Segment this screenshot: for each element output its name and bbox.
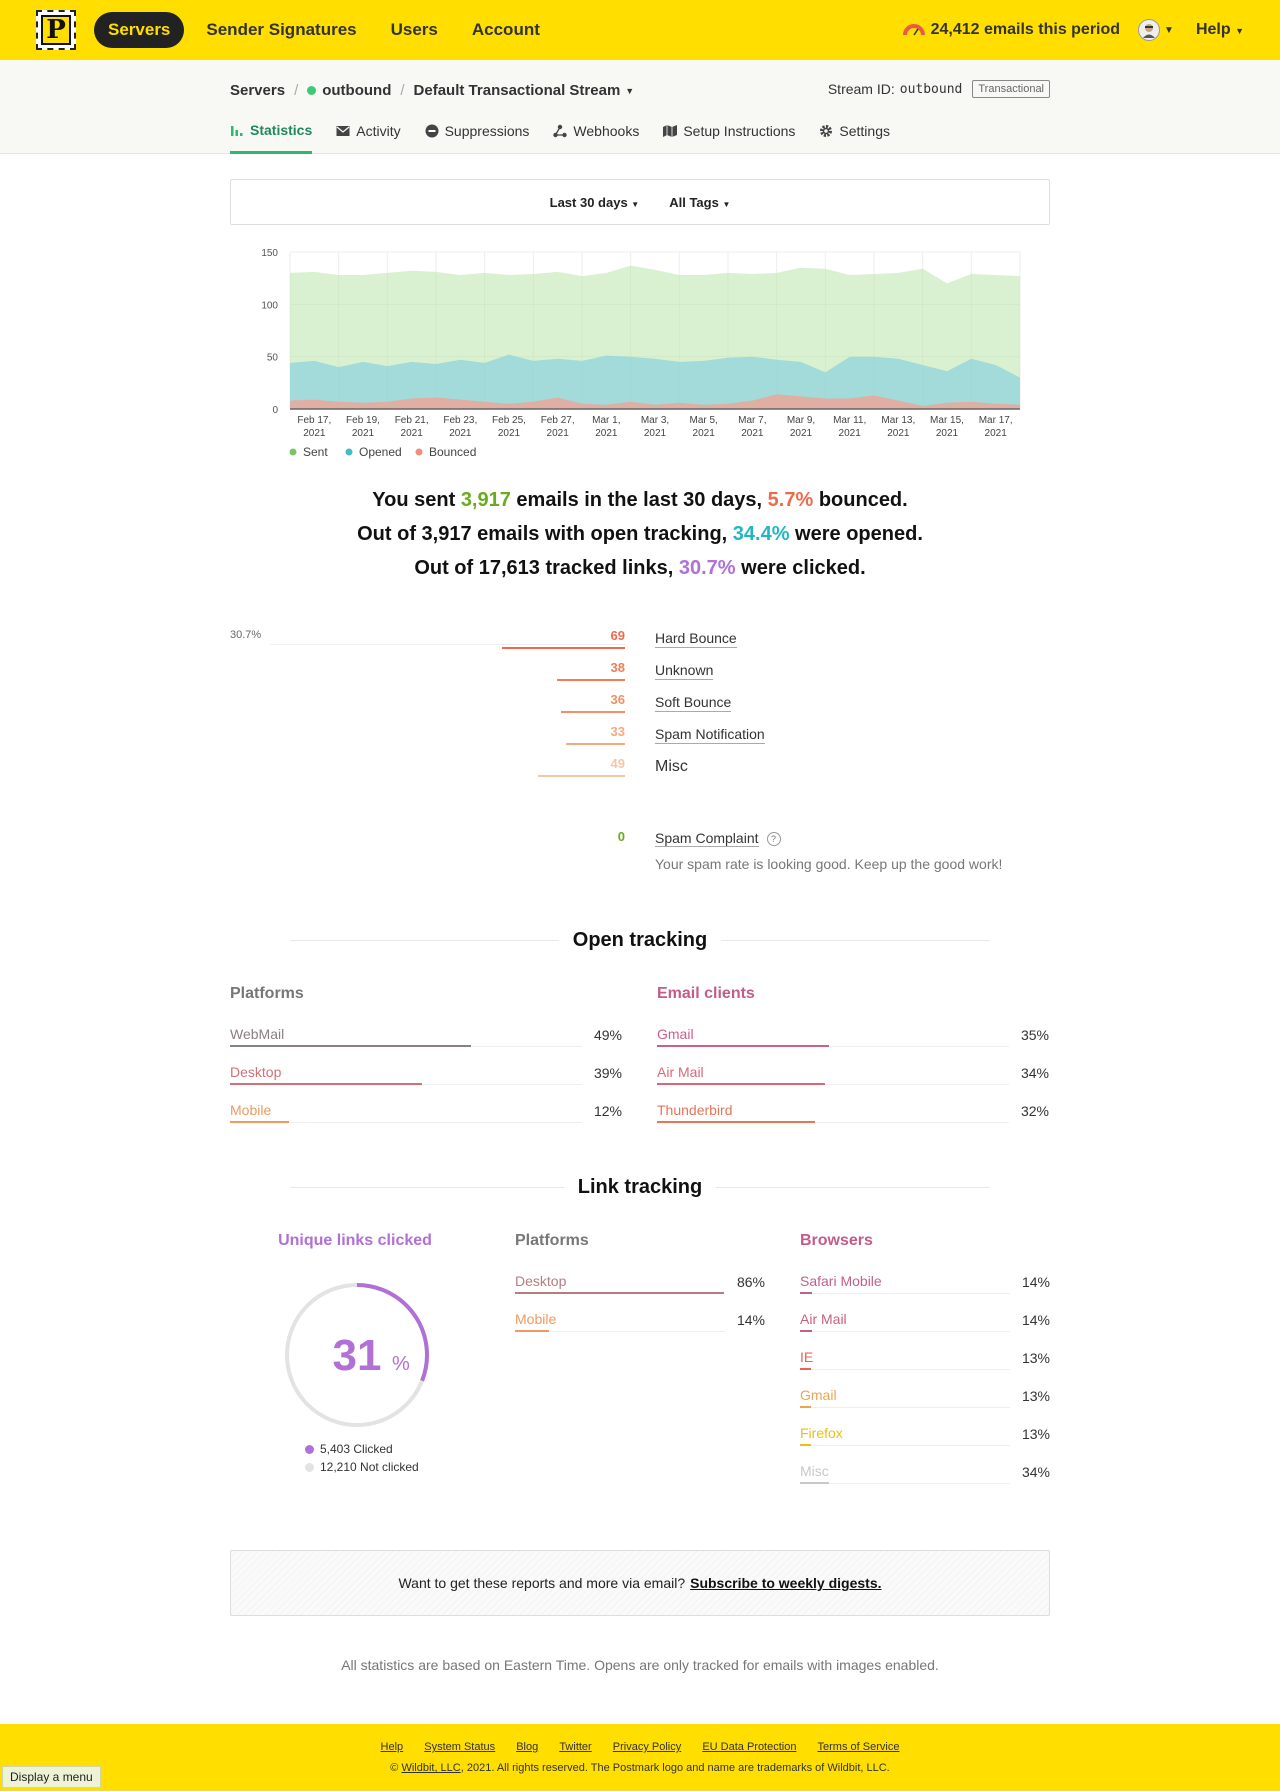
- footer-link-privacy[interactable]: Privacy Policy: [612, 1741, 682, 1753]
- list-item[interactable]: [657, 1102, 1049, 1124]
- x-tick-label: 2021: [303, 428, 326, 439]
- x-tick-label: 2021: [643, 428, 667, 439]
- list-item-name: Desktop: [230, 1064, 282, 1080]
- summary-line-opened: Out of 3,917 emails with open tracking, 34.4% were opened.: [357, 523, 923, 545]
- y-tick-label: 50: [266, 352, 278, 364]
- x-tick-label: Feb 19,: [346, 415, 380, 426]
- list-item-pct: 39%: [593, 1065, 622, 1081]
- list-item-bar: [800, 1444, 811, 1446]
- breadcrumb-server[interactable]: outbound: [322, 82, 392, 99]
- top-nav: [0, 0, 1280, 60]
- spam-complaint-label[interactable]: Spam Complaint: [655, 830, 759, 846]
- list-item[interactable]: [800, 1273, 1050, 1295]
- usage-indicator[interactable]: [903, 21, 1120, 39]
- list-item-bar: [657, 1083, 825, 1085]
- x-tick-label: 2021: [546, 428, 569, 439]
- list-item-pct: 35%: [1020, 1027, 1049, 1043]
- tab-statistics[interactable]: Statistics: [230, 118, 312, 154]
- list-item-name: Safari Mobile: [800, 1273, 882, 1289]
- x-tick-label: Mar 17,: [978, 415, 1013, 426]
- x-tick-label: Feb 21,: [394, 415, 429, 426]
- donut-value: 31: [332, 1331, 382, 1380]
- list-item-bar: [230, 1045, 471, 1047]
- map-icon: [663, 125, 677, 137]
- bounce-value: 33: [610, 724, 625, 739]
- list-item-name: Air Mail: [800, 1311, 847, 1327]
- gear-icon: [819, 124, 833, 138]
- open-platforms-title: Platforms: [230, 985, 304, 1002]
- list-item-bar: [515, 1292, 724, 1294]
- bounce-label[interactable]: Unknown: [655, 662, 714, 678]
- list-item-name: IE: [800, 1349, 814, 1365]
- tab-suppressions[interactable]: Suppressions: [425, 118, 530, 154]
- sent-count: 3,917: [460, 489, 511, 511]
- list-item-baseline: [800, 1331, 1010, 1332]
- list-item-pct: 13%: [1021, 1350, 1050, 1366]
- list-item[interactable]: [230, 1064, 622, 1086]
- bounce-value: 69: [610, 628, 625, 643]
- bounce-label[interactable]: Hard Bounce: [655, 630, 737, 646]
- bounce-row: [230, 628, 1130, 654]
- footer-link-system-status[interactable]: System Status: [424, 1741, 496, 1753]
- x-tick-label: Feb 27,: [540, 415, 575, 426]
- wildbit-link[interactable]: Wildbit, LLC: [401, 1762, 461, 1774]
- list-item-pct: 14%: [736, 1312, 765, 1328]
- chevron-down-icon: ▼: [631, 199, 640, 209]
- list-item-pct: 13%: [1021, 1388, 1050, 1404]
- list-item[interactable]: [800, 1463, 1050, 1485]
- browsers-title: Browsers: [800, 1232, 873, 1249]
- bounce-bar: [502, 647, 625, 649]
- list-item-pct: 32%: [1020, 1103, 1049, 1119]
- bounce-bar: [538, 775, 625, 777]
- bounce-label[interactable]: Soft Bounce: [655, 694, 732, 710]
- legend-dot: [346, 449, 353, 456]
- stats-area-chart: [230, 236, 1050, 466]
- spam-complaint: [655, 830, 781, 847]
- spam-complaint-value: 0: [617, 829, 625, 844]
- list-item-name: Misc: [800, 1463, 829, 1479]
- list-item-bar: [800, 1482, 829, 1484]
- list-item-pct: 14%: [1021, 1274, 1050, 1290]
- legend-sent[interactable]: Sent: [303, 445, 328, 459]
- x-tick-label: 2021: [692, 428, 715, 439]
- sub-header: [0, 60, 1280, 154]
- stream-type-badge: Transactional: [972, 80, 1050, 98]
- list-item[interactable]: [800, 1425, 1050, 1447]
- x-tick-label: 2021: [887, 428, 910, 439]
- bounce-top-pct: 30.7%: [230, 629, 262, 641]
- legend-dot: [416, 449, 423, 456]
- footer-link-blog[interactable]: Blog: [516, 1741, 539, 1753]
- list-item-bar: [800, 1330, 812, 1332]
- bounce-bar: [566, 743, 625, 745]
- list-item-bar: [230, 1121, 289, 1123]
- footer-link-eu-data[interactable]: EU Data Protection: [702, 1741, 797, 1753]
- legend-dot: [290, 449, 297, 456]
- x-tick-label: 2021: [595, 428, 618, 439]
- webhook-icon: [553, 124, 567, 138]
- link-tracking-heading: Link tracking: [290, 1175, 990, 1199]
- list-item[interactable]: [230, 1102, 622, 1124]
- bounce-row: [230, 724, 1130, 750]
- list-item-bar: [800, 1406, 811, 1408]
- x-tick-label: 2021: [741, 428, 764, 439]
- help-question-icon[interactable]: ?: [767, 832, 781, 846]
- x-tick-label: 2021: [789, 428, 813, 439]
- list-item-baseline: [800, 1445, 1010, 1446]
- legend-opened[interactable]: Opened: [359, 445, 402, 459]
- avatar[interactable]: [1138, 19, 1160, 41]
- x-tick-label: Feb 17,: [297, 415, 332, 426]
- list-item-name: Firefox: [800, 1425, 843, 1441]
- tab-setup-instructions[interactable]: Setup Instructions: [663, 118, 795, 154]
- bar-chart-icon: [230, 123, 244, 137]
- bounce-bar: [557, 679, 625, 681]
- breadcrumb-stream[interactable]: Default Transactional Stream: [413, 82, 621, 99]
- chevron-down-icon[interactable]: ▼: [1164, 24, 1174, 36]
- list-item-bar: [515, 1330, 549, 1332]
- x-tick-label: Mar 13,: [881, 415, 916, 426]
- open-tracking-heading: Open tracking: [290, 928, 990, 952]
- footer-link-twitter[interactable]: Twitter: [559, 1741, 592, 1753]
- unique-links-title: Unique links clicked: [278, 1232, 432, 1249]
- display-menu-button[interactable]: Display a menu: [2, 1766, 101, 1788]
- bounce-label[interactable]: Spam Notification: [655, 726, 765, 742]
- y-tick-label: 150: [261, 248, 278, 259]
- donut-unit: %: [392, 1353, 410, 1375]
- tab-webhooks[interactable]: Webhooks: [553, 118, 639, 154]
- breadcrumb-separator: /: [400, 82, 405, 99]
- list-item[interactable]: [657, 1026, 1049, 1048]
- legend-bounced[interactable]: Bounced: [429, 445, 477, 459]
- legend-not-clicked: 12,210 Not clicked: [305, 1460, 419, 1474]
- x-tick-label: Mar 5,: [689, 415, 718, 426]
- list-item[interactable]: [800, 1349, 1050, 1371]
- bounce-label: Misc: [655, 758, 688, 775]
- list-item[interactable]: [515, 1273, 765, 1295]
- list-item-name: Thunderbird: [657, 1102, 733, 1118]
- list-item-name: Desktop: [515, 1273, 567, 1289]
- tab-activity[interactable]: Activity: [336, 118, 400, 154]
- list-item-bar: [230, 1083, 422, 1085]
- digest-banner: Want to get these reports and more via email? Subscribe to weekly digests.: [230, 1550, 1050, 1616]
- bounce-rate: 5.7%: [767, 489, 814, 511]
- x-tick-label: Mar 7,: [738, 415, 767, 426]
- list-item-bar: [800, 1292, 812, 1294]
- x-tick-label: 2021: [984, 428, 1007, 439]
- list-item[interactable]: [657, 1064, 1049, 1086]
- x-tick-label: 2021: [935, 428, 959, 439]
- x-tick-label: Mar 1,: [592, 415, 621, 426]
- y-tick-label: 0: [272, 405, 278, 416]
- postmark-logo[interactable]: P: [36, 10, 76, 50]
- list-item-pct: 86%: [736, 1274, 765, 1290]
- list-item-bar: [657, 1121, 815, 1123]
- x-tick-label: Mar 15,: [930, 415, 964, 426]
- filter-bar: [230, 179, 1050, 225]
- open-rate: 34.4%: [732, 523, 790, 545]
- list-item-bar: [657, 1045, 829, 1047]
- x-tick-label: 2021: [351, 428, 375, 439]
- x-tick-label: 2021: [497, 428, 521, 439]
- legend-clicked: 5,403 Clicked: [305, 1442, 393, 1456]
- footer: [0, 1724, 1280, 1791]
- nav-users[interactable]: Users: [390, 20, 438, 39]
- date-range-dropdown[interactable]: Last 30 days ▼: [549, 194, 640, 210]
- breadcrumb-separator: /: [294, 82, 299, 99]
- x-tick-label: 2021: [449, 428, 472, 439]
- help-menu[interactable]: Help ▼: [1195, 21, 1244, 38]
- list-item-name: Gmail: [800, 1387, 837, 1403]
- user-avatar-icon: [1141, 22, 1157, 38]
- link-platforms-title: Platforms: [515, 1232, 589, 1249]
- click-rate: 30.7%: [678, 557, 736, 579]
- list-item-name: Mobile: [515, 1311, 557, 1327]
- x-tick-label: Mar 3,: [640, 415, 670, 426]
- x-tick-label: Mar 11,: [833, 415, 867, 426]
- list-item-pct: 12%: [593, 1103, 622, 1119]
- list-item-baseline: [800, 1407, 1010, 1408]
- chevron-down-icon[interactable]: ▼: [625, 85, 635, 96]
- list-item-pct: 34%: [1020, 1065, 1049, 1081]
- nav-account[interactable]: Account: [471, 20, 540, 39]
- email-clients-title: Email clients: [657, 985, 755, 1002]
- list-item-baseline: [800, 1369, 1010, 1370]
- bounce-value: 36: [610, 692, 625, 707]
- nav-sender-signatures[interactable]: Sender Signatures: [206, 20, 357, 39]
- list-item-name: Air Mail: [657, 1064, 704, 1080]
- breadcrumb: [230, 82, 634, 99]
- minus-circle-icon: [425, 124, 439, 138]
- stream-id: Stream ID: outbound Transactional: [828, 80, 1050, 98]
- footer-link-help[interactable]: Help: [380, 1741, 404, 1753]
- gauge-icon: [903, 24, 925, 36]
- bounce-value: 49: [610, 756, 625, 771]
- footer-links: [0, 1741, 1280, 1753]
- list-item-name: Gmail: [657, 1026, 694, 1042]
- summary-line-sent: You sent 3,917 emails in the last 30 days, 5.7% bounced.: [372, 489, 908, 511]
- bounce-row: [230, 756, 1130, 782]
- list-item-pct: 49%: [593, 1027, 622, 1043]
- list-item[interactable]: [800, 1311, 1050, 1333]
- envelope-icon: [336, 125, 350, 137]
- x-tick-label: Feb 23,: [443, 415, 478, 426]
- list-item-name: Mobile: [230, 1102, 272, 1118]
- usage-text: 24,412 emails this period: [930, 21, 1121, 38]
- chevron-down-icon: ▼: [1235, 26, 1244, 36]
- x-tick-label: 2021: [400, 428, 423, 439]
- timezone-footnote: All statistics are based on Eastern Time. Opens are only tracked for emails with images enabled.: [341, 1657, 939, 1673]
- footer-copyright: © Wildbit, LLC, 2021. All rights reserved. The Postmark logo and name are trademarks of Wildbit, LLC.: [390, 1762, 890, 1774]
- list-item-bar: [800, 1368, 811, 1370]
- status-dot-icon: [307, 86, 316, 95]
- bounce-row: [230, 660, 1130, 686]
- tab-bar: [230, 118, 914, 154]
- footer-link-terms[interactable]: Terms of Service: [817, 1741, 900, 1753]
- list-item[interactable]: [230, 1026, 622, 1048]
- subscribe-digest-link[interactable]: Subscribe to weekly digests.: [690, 1575, 882, 1591]
- tab-settings[interactable]: Settings: [819, 118, 890, 154]
- x-tick-label: 2021: [838, 428, 861, 439]
- list-item-pct: 34%: [1021, 1464, 1050, 1480]
- spam-note: Your spam rate is looking good. Keep up the good work!: [655, 856, 1003, 872]
- bounce-value: 38: [610, 660, 625, 675]
- summary-line-clicked: Out of 17,613 tracked links, 30.7% were clicked.: [414, 557, 866, 579]
- x-tick-label: Mar 9,: [786, 415, 816, 426]
- list-item[interactable]: [800, 1387, 1050, 1409]
- breadcrumb-servers[interactable]: Servers: [230, 82, 286, 99]
- x-tick-label: Feb 25,: [492, 415, 526, 426]
- bounce-bar: [561, 711, 625, 713]
- stream-id-value: outbound: [899, 81, 963, 97]
- list-item-pct: 14%: [1021, 1312, 1050, 1328]
- tags-dropdown[interactable]: All Tags ▼: [669, 194, 731, 210]
- list-item-baseline: [800, 1483, 1010, 1484]
- chevron-down-icon: ▼: [722, 199, 731, 209]
- bounce-row: [230, 692, 1130, 718]
- y-tick-label: 100: [261, 300, 278, 312]
- nav-servers[interactable]: Servers: [94, 12, 184, 48]
- list-item-name: WebMail: [230, 1026, 285, 1042]
- list-item-pct: 13%: [1021, 1426, 1050, 1442]
- list-item[interactable]: [515, 1311, 765, 1333]
- list-item-baseline: [800, 1293, 1010, 1294]
- unique-clicks-donut: [282, 1280, 432, 1430]
